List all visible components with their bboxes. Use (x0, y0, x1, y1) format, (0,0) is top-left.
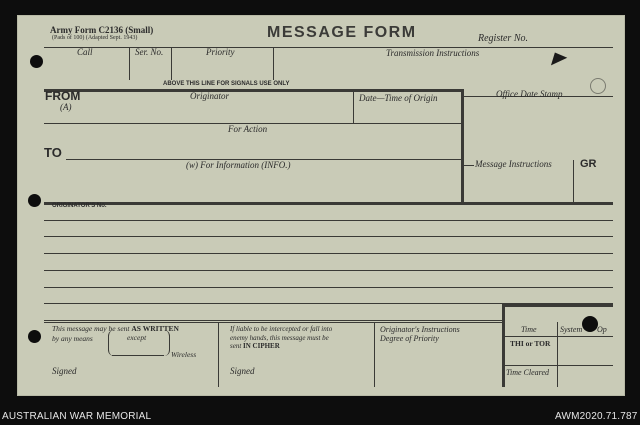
sent-note-line2: by any means (52, 334, 93, 343)
from-box-bottom (44, 202, 613, 205)
signals-box-rule (505, 336, 613, 337)
body-line (44, 320, 503, 321)
msg-instr-rule (464, 165, 474, 166)
signed-label-2: Signed (230, 366, 255, 376)
register-no-label: Register No. (478, 33, 528, 44)
signals-use-note: ABOVE THIS LINE FOR SIGNALS USE ONLY (163, 81, 290, 87)
ser-no-label: Ser. No. (135, 47, 164, 57)
body-line (44, 253, 613, 254)
date-time-label: Date—Time of Origin (359, 93, 438, 103)
cipher-sent-text: sent (230, 342, 242, 350)
divider (171, 48, 172, 80)
thi-tor-label: THI or TOR (510, 339, 551, 348)
as-written-text: AS WRITTEN (131, 324, 179, 333)
gr-label: GR (580, 158, 597, 170)
for-action-label: For Action (228, 124, 268, 134)
wireless-label: Wireless (171, 350, 197, 359)
signed-label-1: Signed (52, 366, 77, 376)
cipher-note-1: If liable to be intercepted or fall into (230, 325, 333, 333)
transmission-label: Transmission Instructions (386, 48, 480, 58)
signals-box-rule (505, 365, 613, 366)
from-box-right (461, 89, 464, 204)
divider (129, 48, 130, 80)
cipher-note-3 (230, 342, 280, 350)
divider (353, 92, 354, 123)
body-line (44, 236, 613, 237)
body-line (44, 287, 613, 288)
sent-note-text: This message may be sent (52, 324, 130, 333)
originator-label: Originator (190, 91, 230, 101)
punch-hole (28, 194, 41, 207)
degree-of-priority-label: Degree of Priority (380, 334, 439, 343)
office-date-stamp-label: Office Date Stamp (496, 89, 563, 99)
signals-box-top (502, 304, 613, 307)
army-form-label: Army Form C2136 (Small) (50, 25, 154, 35)
divider (273, 48, 274, 80)
divider (218, 323, 219, 387)
ring-mark (590, 78, 606, 94)
call-label: Call (77, 47, 93, 57)
message-instructions-label: Message Instructions (475, 159, 552, 169)
punch-hole (28, 330, 41, 343)
in-cipher-text: IN CIPHER (243, 342, 280, 350)
punch-hole (582, 316, 598, 332)
from-a-label: (A) (60, 102, 72, 112)
signals-box-left (502, 304, 505, 387)
footer-right: AWM2020.71.787 (555, 411, 638, 422)
body-line (44, 270, 613, 271)
time-label: Time (521, 325, 537, 334)
op-label: Op (597, 325, 607, 334)
to-label: TO (44, 145, 62, 160)
punch-hole (30, 55, 43, 68)
for-info-label: (w) For Information (INFO.) (186, 160, 291, 170)
from-label: FROM (45, 89, 81, 103)
bottom-rule (44, 322, 503, 323)
form-title: MESSAGE FORM (267, 24, 417, 41)
divider (573, 160, 574, 203)
except-label: except (127, 333, 147, 342)
except-blank-line (112, 355, 164, 356)
originators-no-label: ORIGINATOR'S No. (52, 203, 107, 209)
pads-note: (Pads of 100) (Adapted Sept. 1943) (52, 35, 138, 41)
divider (374, 323, 375, 387)
time-cleared-label: Time Cleared (506, 368, 550, 377)
divider (557, 322, 558, 387)
cipher-note-2: enemy hands, this message must be (230, 334, 329, 342)
from-box-top (44, 89, 463, 92)
footer-left: AUSTRALIAN WAR MEMORIAL (2, 411, 152, 422)
system-label: System (560, 325, 583, 334)
priority-label: Priority (206, 47, 235, 57)
originators-instructions-label: Originator's Instructions (380, 325, 460, 334)
body-line (44, 220, 613, 221)
